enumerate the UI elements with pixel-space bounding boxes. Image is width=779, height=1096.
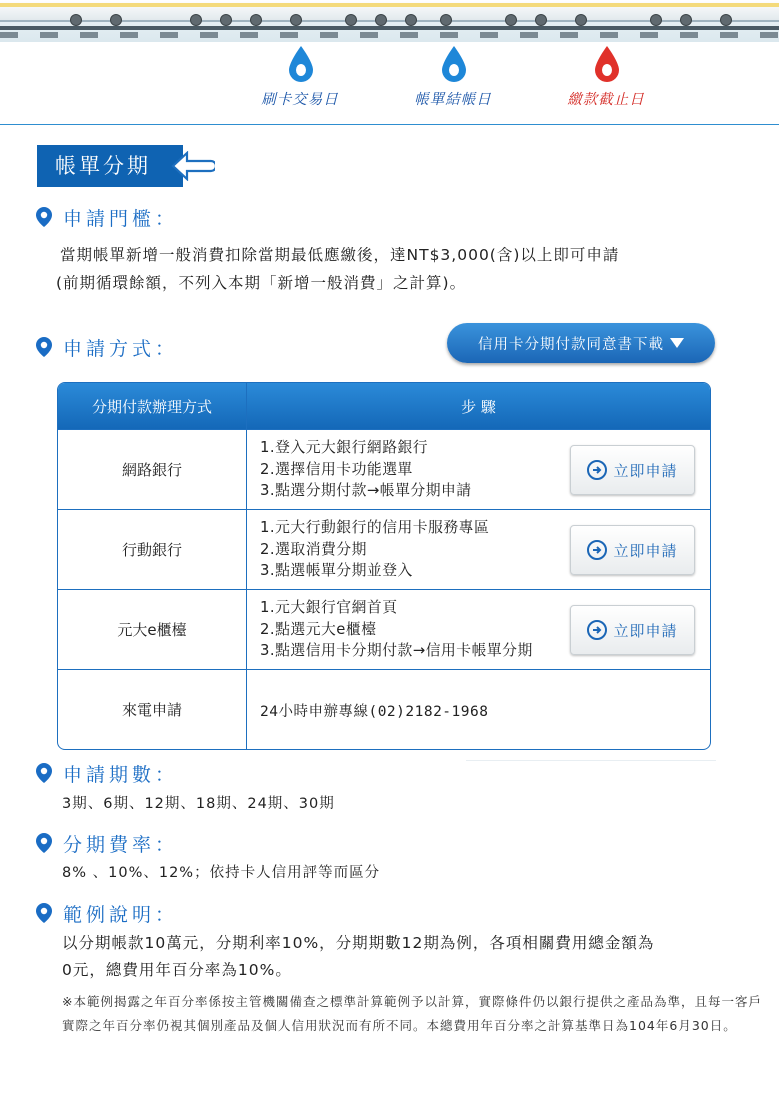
step-text: 1.登入元大銀行網路銀行: [260, 439, 429, 456]
method-mobile-banking: 行動銀行: [58, 509, 247, 589]
location-pin-icon: [35, 336, 53, 358]
timeline-statement-date: 帳單結帳日: [414, 92, 492, 108]
periods-text: 3期、6期、12期、18期、24期、30期: [62, 796, 335, 812]
step-text: 2.選擇信用卡功能選單: [260, 460, 413, 478]
drop-icon-due: [590, 44, 624, 82]
download-agreement-button[interactable]: [447, 323, 715, 363]
back-arrow-icon: [171, 151, 215, 181]
application-methods-table: [57, 382, 711, 750]
train-banner: [0, 0, 779, 42]
train-stripe: [0, 3, 779, 7]
section-threshold-title: 申請門檻：: [63, 207, 179, 230]
method-online-banking: 網路銀行: [58, 429, 247, 509]
step-text: 1.元大銀行官網首頁: [260, 599, 398, 616]
arrow-right-circle-icon: [587, 620, 607, 640]
timeline-due-date: 繳款截止日: [567, 92, 645, 108]
rail-sleepers: [0, 32, 779, 38]
down-arrow-icon: [670, 338, 684, 348]
apply-now-label: 立即申請: [613, 541, 678, 560]
steps-online-banking: [260, 437, 472, 502]
steps-e-counter: [260, 597, 533, 662]
section-method-title: 申請方式：: [63, 337, 179, 360]
table-row-phone: [58, 669, 710, 749]
drop-icon-statement: [437, 44, 471, 82]
method-phone: 來電申請: [58, 669, 247, 749]
section-threshold-heading: [35, 205, 178, 229]
section-rate-heading: [35, 831, 178, 855]
step-text: 2.點選元大e櫃檯: [260, 620, 377, 638]
location-pin-icon: [35, 206, 53, 228]
example-text-line1: 以分期帳款10萬元，分期利率10%，分期期數12期為例，各項相關費用總金額為: [62, 934, 655, 952]
threshold-text-line2: (前期循環餘額，不列入本期「新增一般消費」之計算)。: [56, 274, 467, 292]
phone-hotline: 24小時申辦專線(02)2182-1968: [260, 704, 489, 720]
step-text: 3.點選信用卡分期付款→信用卡帳單分期: [260, 642, 533, 659]
divider: [466, 760, 716, 761]
drop-icon-transaction: [284, 44, 318, 82]
section-periods-heading: [35, 761, 178, 785]
arrow-right-circle-icon: [587, 540, 607, 560]
arrow-right-circle-icon: [587, 460, 607, 480]
table-row-online-banking: [58, 429, 710, 509]
table-header-steps: 步 驟: [247, 383, 710, 429]
method-e-counter: 元大e櫃檯: [58, 589, 247, 669]
section-method-heading: [35, 335, 178, 359]
apply-now-label: 立即申請: [613, 621, 678, 640]
location-pin-icon: [35, 902, 53, 924]
apply-now-button-mobile-banking[interactable]: [570, 525, 695, 575]
download-agreement-label: 信用卡分期付款同意書下載: [478, 336, 664, 353]
table-row-e-counter: [58, 589, 710, 669]
table-row-mobile-banking: [58, 509, 710, 589]
train-wheels: [0, 14, 779, 26]
step-text: 3.點選分期付款→帳單分期申請: [260, 482, 472, 499]
section-example-heading: [35, 901, 178, 925]
rate-text: 8% 、10%、12%；依持卡人信用評等而區分: [62, 865, 381, 881]
step-text: 1.元大行動銀行的信用卡服務專區: [260, 519, 490, 536]
threshold-text-line1: 當期帳單新增一般消費扣除當期最低應繳後，達NT$3,000(含)以上即可申請: [60, 246, 620, 264]
section-rate-title: 分期費率：: [63, 833, 179, 856]
table-header-method: 分期付款辦理方式: [58, 383, 247, 429]
apply-now-button-online-banking[interactable]: [570, 445, 695, 495]
steps-mobile-banking: [260, 517, 489, 582]
section-example-title: 範例說明：: [63, 903, 179, 926]
section-periods-title: 申請期數：: [63, 763, 179, 786]
page-title: 帳單分期: [37, 145, 183, 187]
rail: [0, 26, 779, 30]
timeline-transaction-date: 刷卡交易日: [261, 92, 339, 108]
apply-now-button-e-counter[interactable]: [570, 605, 695, 655]
example-note: ※本範例揭露之年百分率係按主管機關備查之標準計算範例予以計算，實際條件仍以銀行提供之產品為準，且每一客戶實際之年百分率仍視其個別產品及個人信用狀況而有所不同。本總費用年百分率之計算基準日為104年6月30日。: [62, 994, 762, 1033]
timeline-divider: [0, 124, 779, 125]
location-pin-icon: [35, 762, 53, 784]
apply-now-label: 立即申請: [613, 461, 678, 480]
location-pin-icon: [35, 832, 53, 854]
step-text: 3.點選帳單分期並登入: [260, 562, 413, 579]
step-text: 2.選取消費分期: [260, 540, 367, 558]
example-text-line2: 0元，總費用年百分率為10%。: [62, 961, 292, 979]
